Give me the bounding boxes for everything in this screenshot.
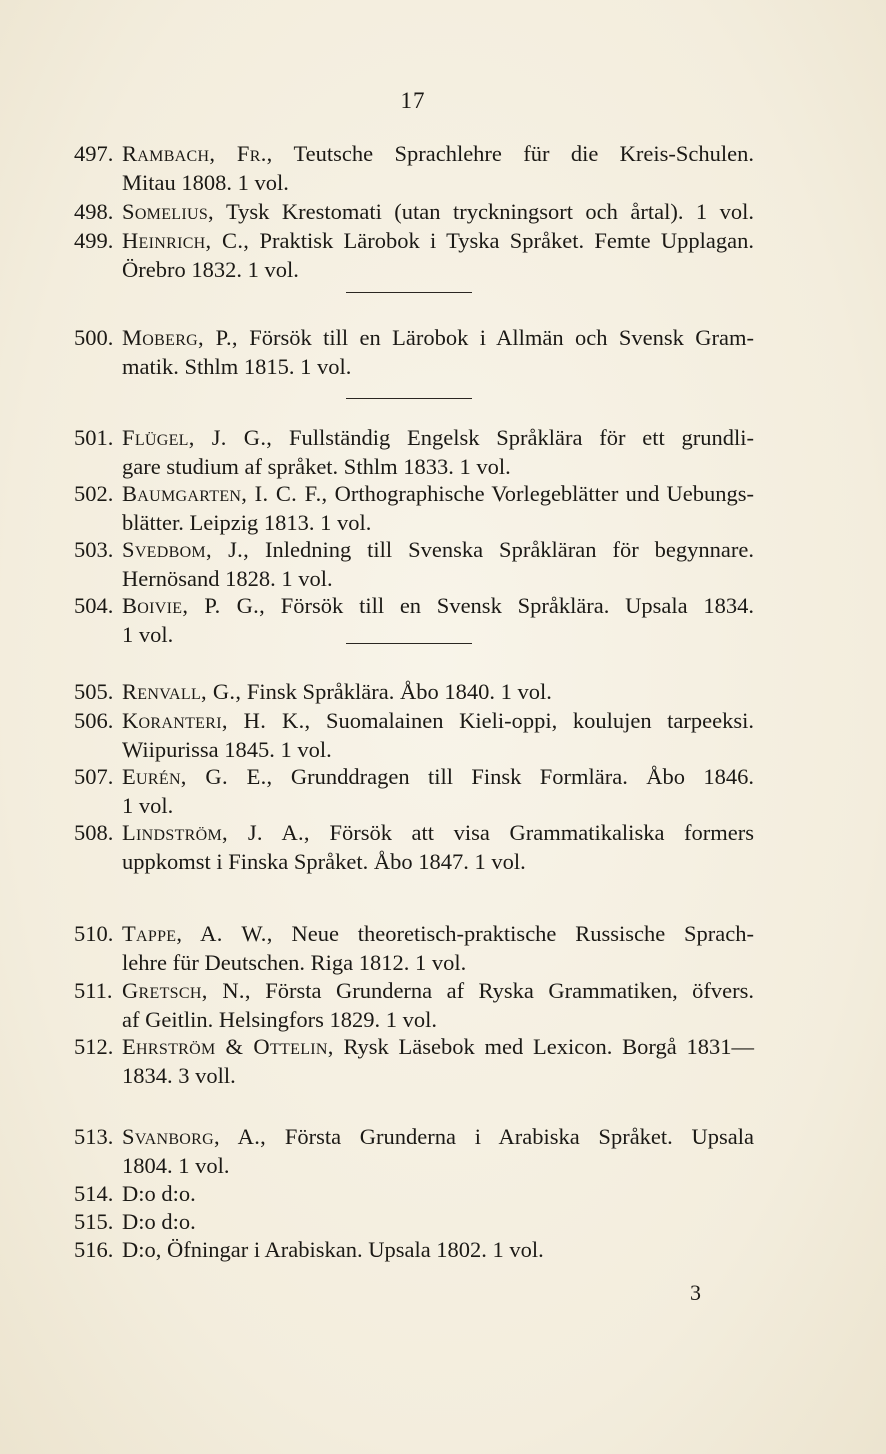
entry-title: Rysk Läsebok med Lexicon. Borgå 1831— <box>343 1034 754 1059</box>
entry-title: Finsk Språklära. Åbo 1840. 1 vol. <box>246 679 552 704</box>
entry-title: Försök till en Svensk Språklära. Upsala 1834. <box>280 593 755 618</box>
catalog-entry-497 <box>74 140 754 197</box>
entry-number: 501. <box>74 425 114 450</box>
entry-continuation: uppkomst i Finska Språket. Åbo 1847. 1 vol. <box>122 848 526 874</box>
section-divider <box>346 643 472 644</box>
entry-number: 514. <box>74 1181 114 1206</box>
catalog-entry-498 <box>74 198 754 227</box>
entry-author: Baumgarten, I. C. F., <box>122 481 328 506</box>
entry-title: Försök till en Lärobok i Allmän och Svensk Gram- <box>249 325 754 350</box>
entry-author: Koranteri, H. K., <box>122 708 311 733</box>
entry-title: D:o, Öfningar i Arabiskan. Upsala 1802. 1 vol. <box>122 1237 544 1262</box>
catalog-entry-510 <box>74 920 754 977</box>
entry-author: Lindström, J. A., <box>122 820 310 845</box>
catalog-entry-511 <box>74 977 754 1034</box>
catalog-entry-507 <box>74 763 754 820</box>
entry-author: Boivie, P. G., <box>122 593 266 618</box>
page-number: 17 <box>400 88 426 113</box>
entry-author: Moberg, P., <box>122 325 238 350</box>
entry-number: 515. <box>74 1209 114 1234</box>
entry-title: Suomalainen Kieli-oppi, koulujen tarpeeksi. <box>326 708 755 733</box>
entry-continuation: 1834. 3 voll. <box>122 1062 236 1088</box>
entry-number: 505. <box>74 679 114 704</box>
catalog-entry-508 <box>74 819 754 876</box>
entry-title: Neue theoretisch-praktische Russische Sprach- <box>291 921 754 946</box>
entry-number: 508. <box>74 820 114 845</box>
entry-author: Rambach, Fr., <box>122 141 273 166</box>
entry-number: 510. <box>74 921 114 946</box>
entry-number: 498. <box>74 199 114 224</box>
catalog-entry-515 <box>74 1208 754 1237</box>
entry-number: 500. <box>74 325 114 350</box>
entry-author: Renvall, G., <box>122 679 242 704</box>
entry-author: Gretsch, N., <box>122 978 251 1003</box>
entry-author: Heinrich, C., <box>122 228 250 253</box>
entry-continuation: Wiipurissa 1845. 1 vol. <box>122 736 332 762</box>
entry-number: 497. <box>74 141 114 166</box>
entry-number: 512. <box>74 1034 114 1059</box>
entry-title: Orthographische Vorlegeblätter und Uebungs- <box>334 481 754 506</box>
catalog-entry-514 <box>74 1180 754 1209</box>
entry-title: Teutsche Sprachlehre für die Kreis-Schulen. <box>293 141 754 166</box>
entry-continuation: blätter. Leipzig 1813. 1 vol. <box>122 509 372 535</box>
entry-title: Grunddragen till Finsk Formlära. Åbo 1846. <box>290 764 754 789</box>
entry-continuation: af Geitlin. Helsingfors 1829. 1 vol. <box>122 1006 437 1032</box>
entry-title: Praktisk Lärobok i Tyska Språket. Femte Upplagan. <box>259 228 755 253</box>
entry-title: D:o d:o. <box>122 1209 196 1234</box>
catalog-entry-506 <box>74 707 754 764</box>
entry-continuation: matik. Sthlm 1815. 1 vol. <box>122 353 352 379</box>
section-divider <box>346 398 472 399</box>
entry-author: Flügel, J. G., <box>122 425 273 450</box>
entry-title: Försök att visa Grammatikaliska formers <box>329 820 754 845</box>
entry-author: Svedbom, J., <box>122 537 250 562</box>
catalog-entry-512 <box>74 1033 754 1090</box>
catalog-entry-499 <box>74 227 754 284</box>
entry-author: Ehrström & Ottelin, <box>122 1034 334 1059</box>
signature-mark: 3 <box>690 1280 701 1305</box>
entry-title: Fullständig Engelsk Språklära för ett grundli- <box>288 425 755 450</box>
entry-continuation: 1 vol. <box>122 621 174 647</box>
entry-author: Svanborg, A., <box>122 1124 267 1149</box>
catalog-entry-500 <box>74 324 754 381</box>
catalog-entry-513 <box>74 1123 754 1180</box>
entry-continuation: lehre für Deutschen. Riga 1812. 1 vol. <box>122 949 467 975</box>
catalog-entry-502 <box>74 480 754 537</box>
entry-continuation: Hernösand 1828. 1 vol. <box>122 565 333 591</box>
catalog-entry-503 <box>74 536 754 593</box>
entry-continuation: Mitau 1808. 1 vol. <box>122 169 289 195</box>
entry-author: Somelius, <box>122 199 214 224</box>
entry-title: Första Grunderna af Ryska Grammatiken, öfvers. <box>265 978 754 1003</box>
catalog-entry-505 <box>74 678 754 707</box>
entry-title: D:o d:o. <box>122 1181 196 1206</box>
entry-number: 504. <box>74 593 114 618</box>
entry-author: Eurén, G. E., <box>122 764 273 789</box>
entry-title: Tysk Krestomati (utan tryckningsort och årtal). 1 vol. <box>226 199 754 224</box>
entry-continuation: 1804. 1 vol. <box>122 1152 230 1178</box>
entry-author: Tappe, A. W., <box>122 921 273 946</box>
entry-continuation: Örebro 1832. 1 vol. <box>122 256 299 282</box>
entry-title: Första Grunderna i Arabiska Språket. Upsala <box>284 1124 755 1149</box>
entry-number: 507. <box>74 764 114 789</box>
catalog-entry-516 <box>74 1236 754 1265</box>
entry-number: 499. <box>74 228 114 253</box>
catalog-entry-501 <box>74 424 754 481</box>
catalog-entry-504 <box>74 592 754 649</box>
section-divider <box>346 292 472 293</box>
entry-title: Inledning till Svenska Språkläran för begynnare. <box>264 537 754 562</box>
entry-number: 513. <box>74 1124 114 1149</box>
entry-number: 506. <box>74 708 114 733</box>
entry-continuation: gare studium af språket. Sthlm 1833. 1 vol. <box>122 453 511 479</box>
entry-number: 503. <box>74 537 114 562</box>
entry-number: 502. <box>74 481 114 506</box>
entry-number: 516. <box>74 1237 114 1262</box>
entry-continuation: 1 vol. <box>122 792 174 818</box>
entry-number: 511. <box>74 978 113 1003</box>
